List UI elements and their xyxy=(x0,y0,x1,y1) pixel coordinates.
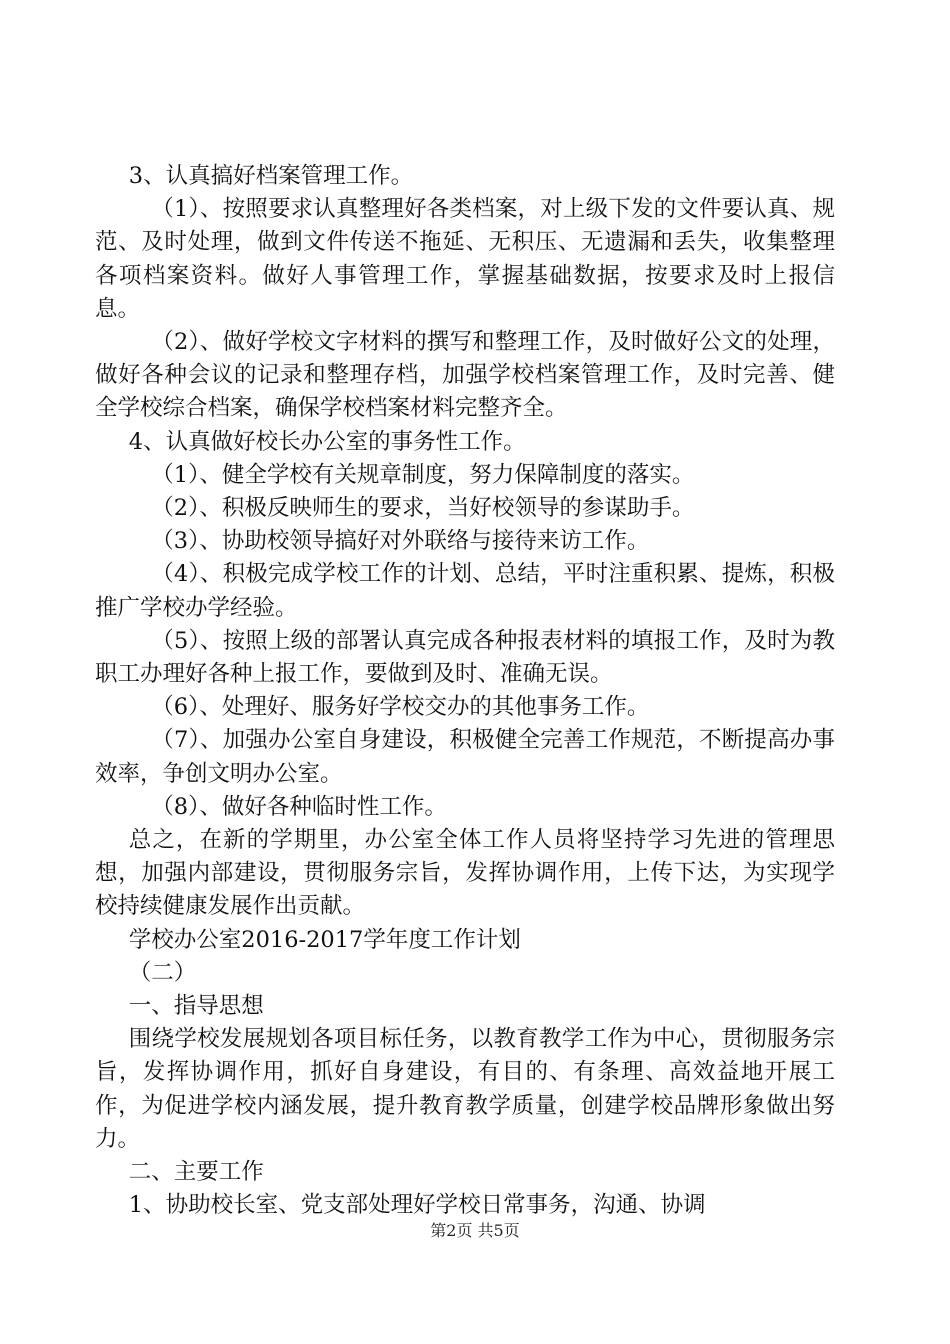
paragraph: 总之，在新的学期里，办公室全体工作人员将坚持学习先进的管理思想，加强内部建设，贯彻服务宗旨，发挥协调作用，上传下达，为实现学校持续健康发展作出贡献。 xyxy=(95,827,835,920)
paragraph: （7）、加强办公室自身建设，积极健全完善工作规范，不断提高办事效率，争创文明办公室。 xyxy=(95,727,835,787)
document-body xyxy=(95,160,835,1223)
paragraph: （8）、做好各种临时性工作。 xyxy=(151,793,447,820)
paragraph: （1）、按照要求认真整理好各类档案，对上级下发的文件要认真、规范、及时处理，做到文件传送不拖延、无积压、无遗漏和丢失，收集整理各项档案资料。做好人事管理工作，掌握基础数据，按要求及时上报信息。 xyxy=(95,196,835,322)
paragraph: 4、认真做好校长办公室的事务性工作。 xyxy=(128,428,526,455)
paragraph: （6）、处理好、服务好学校交办的其他事务工作。 xyxy=(151,694,650,721)
paragraph: （4）、积极完成学校工作的计划、总结，平时注重积累、提炼，积极推广学校办学经验。 xyxy=(95,561,835,621)
paragraph: 二、主要工作 xyxy=(128,1159,264,1186)
paragraph: （5）、按照上级的部署认真完成各种报表材料的填报工作，及时为教职工办理好各种上报工作，要做到及时、准确无误。 xyxy=(95,627,835,688)
paragraph: （3）、协助校领导搞好对外联络与接待来访工作。 xyxy=(151,528,650,555)
paragraph: 1、协助校长室、党支部处理好学校日常事务，沟通、协调 xyxy=(128,1192,706,1219)
paragraph: 一、指导思想 xyxy=(128,993,264,1020)
page-footer: 第2页 共5页 xyxy=(430,1221,520,1240)
paragraph: （二） xyxy=(128,959,197,986)
paragraph: 3、认真搞好档案管理工作。 xyxy=(128,163,414,189)
paragraph: 围绕学校发展规划各项目标任务，以教育教学工作为中心，贯彻服务宗旨，发挥协调作用，抓好自身建设，有目的、有条理、高效益地开展工作，为促进学校内涵发展，提升教育教学质量，创建学校品牌形象做出努力。 xyxy=(95,1026,835,1152)
paragraph: （1）、健全学校有关规章制度，努力保障制度的落实。 xyxy=(151,461,695,488)
paragraph: （2）、做好学校文字材料的撰写和整理工作，及时做好公文的处理，做好各种会议的记录和整理存档，加强学校档案管理工作，及时完善、健全学校综合档案，确保学校档案材料完整齐全。 xyxy=(95,329,835,422)
paragraph: （2）、积极反映师生的要求，当好校领导的参谋助手。 xyxy=(151,495,695,522)
paragraph: 学校办公室2016-2017学年度工作计划 xyxy=(128,926,521,953)
